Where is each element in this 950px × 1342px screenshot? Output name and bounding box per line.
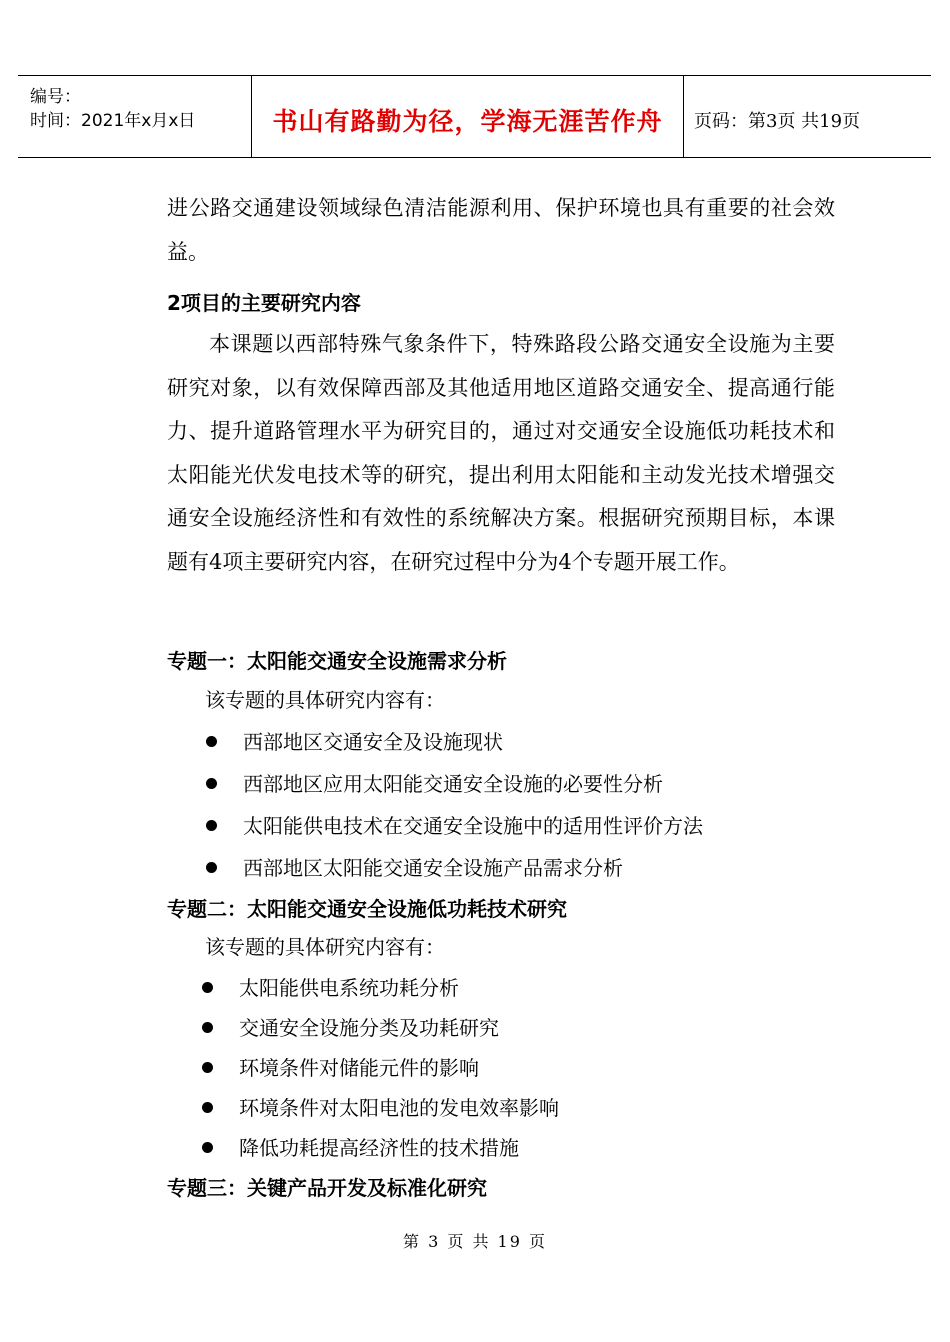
paragraph-main: 本课题以西部特殊气象条件下，特殊路段公路交通安全设施为主要研究对象，以有效保障西部及其他适用地区道路交通安全、提高通行能力、提升道路管理水平为研究目的，通过对交通安全设施低功耗技术和太阳能光伏发电技术等的研究，提出利用太阳能和主动发光技术增强交通安全设施经济性和有效性的系统解决方案。根据研究预期目标，本课题有4项主要研究内容，在研究过程中分为4个专题开展工作。 <box>167 332 835 574</box>
list-item-text: 西部地区交通安全及设施现状 <box>243 730 503 754</box>
bullet-icon <box>202 1142 213 1153</box>
serial-label: 编号： <box>30 87 81 107</box>
list-item-text: 交通安全设施分类及功耗研究 <box>239 1016 499 1040</box>
header-meta-cell <box>18 76 252 157</box>
time-label: 时间：2021年x月x日 <box>30 111 196 131</box>
topic3-title: 专题三：关键产品开发及标准化研究 <box>167 1176 487 1200</box>
list-item-text: 环境条件对太阳电池的发电效率影响 <box>239 1096 559 1120</box>
topic2-intro: 该专题的具体研究内容有： <box>205 935 445 959</box>
bullet-icon <box>206 778 217 789</box>
list-item <box>202 1052 479 1081</box>
page-header <box>18 75 931 158</box>
list-item-text: 太阳能供电系统功耗分析 <box>239 976 459 1000</box>
bullet-icon <box>206 820 217 831</box>
list-item <box>206 852 623 881</box>
motto: 书山有路勤为径，学海无涯苦作舟 <box>272 107 663 136</box>
bullet-icon <box>202 1102 213 1113</box>
header-page-cell <box>684 76 931 157</box>
page-footer: 第 3 页 共 19 页 <box>403 1232 547 1251</box>
paragraph-intro: 进公路交通建设领域绿色清洁能源利用、保护环境也具有重要的社会效益。 <box>167 196 835 264</box>
bullet-icon <box>206 736 217 747</box>
list-item <box>202 972 459 1001</box>
header-motto-cell <box>252 76 684 157</box>
bullet-icon <box>202 1062 213 1073</box>
list-item <box>202 1092 559 1121</box>
bullet-icon <box>202 982 213 993</box>
header-page-label: 页码：第3页 共19页 <box>694 111 861 132</box>
topic1-title: 专题一：太阳能交通安全设施需求分析 <box>167 649 507 673</box>
list-item-text: 环境条件对储能元件的影响 <box>239 1056 479 1080</box>
section-title: 2项目的主要研究内容 <box>167 291 361 315</box>
topic1-intro: 该专题的具体研究内容有： <box>205 688 445 712</box>
list-item-text: 太阳能供电技术在交通安全设施中的适用性评价方法 <box>243 814 703 838</box>
bullet-icon <box>202 1022 213 1033</box>
list-item-text: 西部地区应用太阳能交通安全设施的必要性分析 <box>243 772 663 796</box>
list-item <box>206 810 703 839</box>
list-item <box>202 1132 519 1161</box>
list-item-text: 降低功耗提高经济性的技术措施 <box>239 1136 519 1160</box>
bullet-icon <box>206 862 217 873</box>
topic2-title: 专题二：太阳能交通安全设施低功耗技术研究 <box>167 897 567 921</box>
list-item-text: 西部地区太阳能交通安全设施产品需求分析 <box>243 856 623 880</box>
list-item <box>206 726 503 755</box>
list-item <box>206 768 663 797</box>
list-item <box>202 1012 499 1041</box>
